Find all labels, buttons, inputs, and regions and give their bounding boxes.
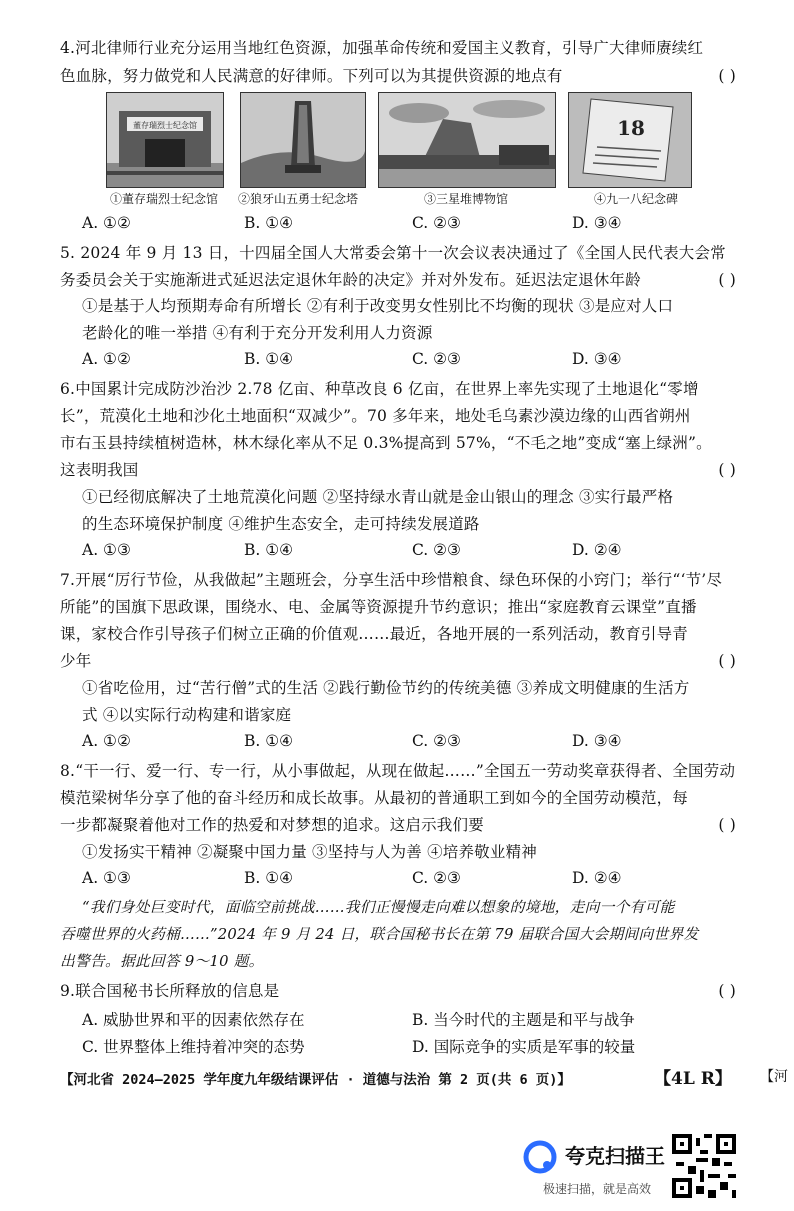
option-b: B. ①④ bbox=[244, 214, 294, 232]
q9-options-row2 bbox=[82, 1035, 742, 1055]
material-line1: “我们身处巨变时代，面临空前挑战……我们正慢慢走向难以想象的境地，走向一个有可能 bbox=[82, 899, 675, 916]
q7-statement-line1: ①省吃俭用，过“苦行僧”式的生活 ②践行勤俭节约的传统美德 ③养成文明健康的生活方 bbox=[82, 679, 690, 697]
material-line2: 吞噬世界的火药桶……”2024 年 9 月 24 日，联合国秘书长在第 79 届联合国大会期间向世界发 bbox=[60, 926, 699, 943]
option-c: C. ②③ bbox=[412, 732, 461, 750]
photo-caption: ④九一八纪念碑 bbox=[594, 192, 679, 206]
memorial-tower-photo bbox=[240, 92, 366, 188]
paper-code: 【4L R】 bbox=[654, 1069, 732, 1089]
q6-stem-line2: 长”，荒漠化土地和沙化土地面积“双减少”。70 多年来，地处毛乌素沙漠边缘的山西省朔州 bbox=[60, 407, 691, 425]
option-c: C. ②③ bbox=[412, 869, 461, 887]
option-b: B. ①④ bbox=[244, 541, 294, 559]
option-a: A. ①③ bbox=[82, 541, 131, 559]
q9-stem bbox=[60, 981, 736, 1001]
q7-stem-line1: 7.开展“厉行节俭，从我做起”主题班会，分享生活中珍惜粮食、绿色环保的小窍门；举行“‘节’尽 bbox=[60, 571, 723, 589]
option-d: D. 国际竞争的实质是军事的较量 bbox=[412, 1038, 636, 1056]
q8-stem-line3 bbox=[60, 815, 736, 835]
answer-bracket: ( ) bbox=[718, 652, 736, 670]
option-b: B. 当今时代的主题是和平与战争 bbox=[412, 1011, 635, 1029]
photo-caption: ①董存瑞烈士纪念馆 bbox=[110, 192, 219, 206]
q6-statement-line2: 的生态环境保护制度 ④维护生态安全，走可持续发展道路 bbox=[82, 515, 480, 533]
option-a: A. ①② bbox=[82, 732, 131, 750]
q6-options bbox=[82, 541, 742, 561]
q8-statement-line1: ①发扬实干精神 ②凝聚中国力量 ③坚持与人为善 ④培养敬业精神 bbox=[82, 843, 537, 861]
option-d: D. ③④ bbox=[572, 350, 622, 368]
memorial-hall-photo bbox=[106, 92, 224, 188]
q8-stem-line2: 模范梁树华分享了他的奋斗经历和成长故事。从最初的普通职工到如今的全国劳动模范，每 bbox=[60, 789, 689, 807]
monument-date-mark: 18 bbox=[617, 116, 645, 140]
q5-statement-line2: 老龄化的唯一举措 ④有利于充分开发利用人力资源 bbox=[82, 324, 433, 342]
option-b: B. ①④ bbox=[244, 350, 294, 368]
answer-bracket: ( ) bbox=[718, 982, 736, 1000]
paper-code-cut: 【河 bbox=[760, 1069, 788, 1085]
option-a: A. 威胁世界和平的因素依然存在 bbox=[82, 1011, 305, 1029]
q7-stem-line4 bbox=[60, 651, 736, 671]
q5-statement-line1: ①是基于人均预期寿命有所增长 ②有利于改变男女性别比不均衡的现状 ③是应对人口 bbox=[82, 297, 674, 315]
q6-stem-line3: 市右玉县持续植树造林，林木绿化率从不足 0.3%提高到 57%，“不毛之地”变成“塞上绿洲”。 bbox=[60, 434, 712, 452]
q9-options-row1 bbox=[82, 1008, 742, 1028]
q7-statement-line2: 式 ④以实际行动构建和谐家庭 bbox=[82, 706, 292, 724]
option-c: C. ②③ bbox=[412, 541, 461, 559]
q5-options bbox=[82, 350, 742, 370]
q7-options bbox=[82, 732, 742, 752]
scanner-slogan: 极速扫描，就是高效 bbox=[543, 1182, 652, 1196]
monument-photo bbox=[568, 92, 692, 188]
q5-stem-line2 bbox=[60, 270, 736, 290]
material-line3: 出警告。据此回答 9～10 题。 bbox=[60, 953, 264, 970]
museum-photo bbox=[378, 92, 556, 188]
scanner-brand-name: 夸克扫描王 bbox=[565, 1144, 665, 1168]
answer-bracket: ( ) bbox=[718, 271, 736, 289]
option-b: B. ①④ bbox=[244, 732, 294, 750]
quark-logo-icon bbox=[523, 1140, 557, 1174]
q6-stem-line4 bbox=[60, 460, 736, 480]
option-c: C. ②③ bbox=[412, 350, 461, 368]
memorial-sign-text: 董存瑞烈士纪念馆 bbox=[133, 121, 197, 130]
answer-bracket: ( ) bbox=[718, 461, 736, 479]
q5-stem-text: 务委员会关于实施渐进式延迟法定退休年龄的决定》并对外发布。延迟法定退休年龄 bbox=[60, 271, 641, 289]
option-c: C. 世界整体上维持着冲突的态势 bbox=[82, 1038, 305, 1056]
q8-options bbox=[82, 869, 742, 889]
option-a: A. ①② bbox=[82, 350, 131, 368]
q8-stem-line1: 8.“干一行、爱一行、专一行，从小事做起，从现在做起……”全国五一劳动奖章获得者、全国劳动 bbox=[60, 762, 736, 780]
photo-caption: ②狼牙山五勇士纪念塔 bbox=[238, 192, 359, 206]
answer-bracket: ( ) bbox=[718, 816, 736, 834]
q6-statement-line1: ①已经彻底解决了土地荒漠化问题 ②坚持绿水青山就是金山银山的理念 ③实行最严格 bbox=[82, 488, 674, 506]
q4-stem-text: 色血脉，努力做党和人民满意的好律师。下列可以为其提供资源的地点有 bbox=[60, 67, 563, 85]
q8-stem-text: 一步都凝聚着他对工作的热爱和对梦想的追求。这启示我们要 bbox=[60, 816, 484, 834]
q4-stem-line2 bbox=[60, 66, 736, 86]
photo-caption: ③三星堆博物馆 bbox=[424, 192, 509, 206]
q6-stem-line1: 6.中国累计完成防沙治沙 2.78 亿亩、种草改良 6 亿亩，在世界上率先实现了土地退化“零增 bbox=[60, 380, 699, 398]
q4-options bbox=[82, 214, 742, 234]
q7-stem-text: 少年 bbox=[60, 652, 92, 670]
option-a: A. ①③ bbox=[82, 869, 131, 887]
q5-stem-line1: 5. 2024 年 9 月 13 日，十四届全国人大常委会第十一次会议表决通过了《全国人民代表大会常 bbox=[60, 244, 726, 262]
qr-code-icon bbox=[672, 1134, 736, 1198]
option-d: D. ②④ bbox=[572, 541, 622, 559]
option-c: C. ②③ bbox=[412, 214, 461, 232]
answer-bracket: ( ) bbox=[718, 67, 736, 85]
q9-stem-text: 9.联合国秘书长所释放的信息是 bbox=[60, 982, 280, 1000]
q7-stem-line2: 所能”的国旗下思政课，围绕水、电、金属等资源提升节约意识；推出“家庭教育云课堂”直播 bbox=[60, 598, 697, 616]
q7-stem-line3: 课，家校合作引导孩子们树立正确的价值观……最近，各地开展的一系列活动，教育引导青 bbox=[60, 625, 689, 643]
option-d: D. ②④ bbox=[572, 869, 622, 887]
option-b: B. ①④ bbox=[244, 869, 294, 887]
option-d: D. ③④ bbox=[572, 214, 622, 232]
option-d: D. ③④ bbox=[572, 732, 622, 750]
q4-stem-line1: 4.河北律师行业充分运用当地红色资源，加强革命传统和爱国主义教育，引导广大律师赓续红 bbox=[60, 39, 704, 57]
q6-stem-text: 这表明我国 bbox=[60, 461, 139, 479]
option-a: A. ①② bbox=[82, 214, 131, 232]
page-footer: 【河北省 2024—2025 学年度九年级结课评估 · 道德与法治 第 2 页(共 6 页)】 bbox=[60, 1072, 571, 1088]
